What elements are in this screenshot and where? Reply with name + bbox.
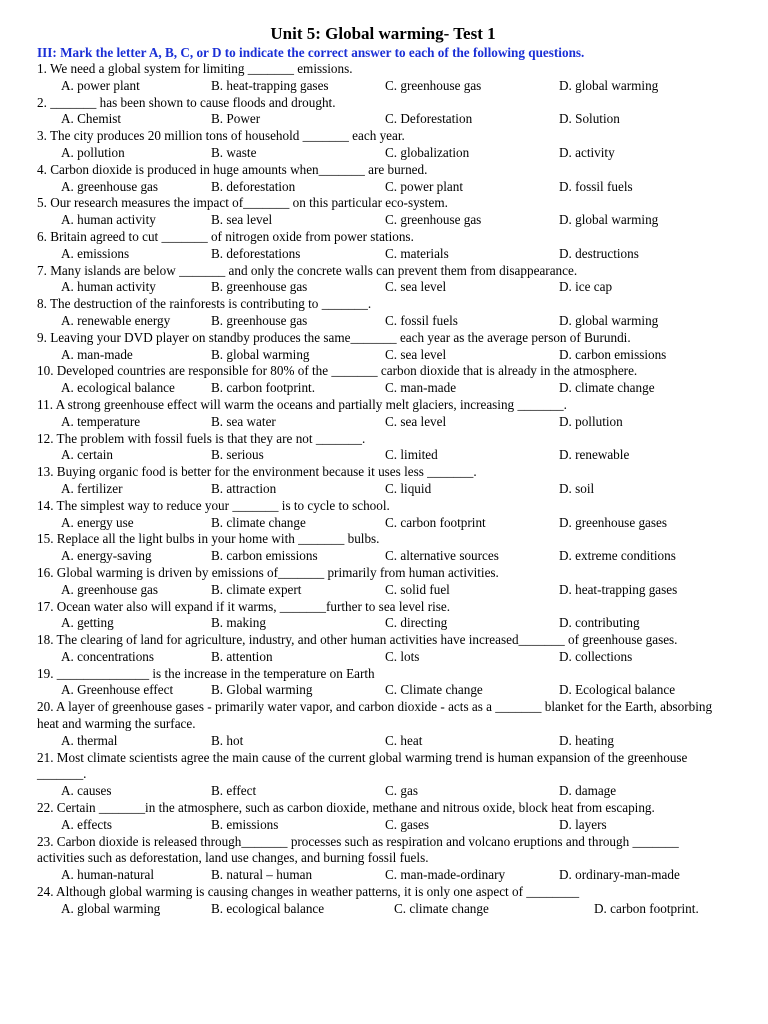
option-c: C. sea level bbox=[385, 413, 447, 429]
answer-options bbox=[37, 313, 729, 330]
option-c: C. climate change bbox=[394, 900, 489, 916]
option-c: C. globalization bbox=[385, 144, 470, 160]
option-b: B. natural – human bbox=[211, 867, 313, 883]
option-a: A. Chemist bbox=[61, 111, 122, 127]
option-b: B. Global warming bbox=[211, 682, 313, 698]
question-item bbox=[37, 884, 729, 918]
option-d: D. renewable bbox=[559, 447, 630, 463]
option-c: C. man-made-ordinary bbox=[385, 867, 506, 883]
answer-options bbox=[37, 447, 729, 464]
answer-options bbox=[37, 347, 729, 364]
question-item bbox=[37, 263, 729, 297]
option-b: B. sea water bbox=[211, 413, 276, 429]
answer-options bbox=[37, 515, 729, 532]
option-c: C. fossil fuels bbox=[385, 312, 458, 328]
answer-options bbox=[37, 615, 729, 632]
option-b: B. emissions bbox=[211, 816, 279, 832]
answer-options bbox=[37, 867, 729, 884]
question-item bbox=[37, 296, 729, 330]
question-text: 5. Our research measures the impact of_______ on this particular eco-system. bbox=[37, 195, 448, 211]
option-c: C. solid fuel bbox=[385, 581, 450, 597]
option-c: C. man-made bbox=[385, 380, 457, 396]
answer-options bbox=[37, 212, 729, 229]
option-d: D. pollution bbox=[559, 413, 623, 429]
option-a: A. fertilizer bbox=[61, 480, 123, 496]
question-item bbox=[37, 128, 729, 162]
question-text: 19. ______________ is the increase in the temperature on Earth bbox=[37, 665, 375, 681]
option-a: A. man-made bbox=[61, 346, 133, 362]
question-item bbox=[37, 531, 729, 565]
question-item bbox=[37, 431, 729, 465]
option-a: A. energy-saving bbox=[61, 548, 152, 564]
option-a: A. human activity bbox=[61, 279, 156, 295]
option-a: A. certain bbox=[61, 447, 113, 463]
question-text: 24. Although global warming is causing changes in weather patterns, it is only one aspect of ________ bbox=[37, 884, 580, 900]
question-item bbox=[37, 834, 729, 884]
answer-options bbox=[37, 901, 729, 918]
question-item bbox=[37, 599, 729, 633]
option-a: A. causes bbox=[61, 783, 112, 799]
question-item bbox=[37, 498, 729, 532]
question-text: 6. Britain agreed to cut _______ of nitrogen oxide from power stations. bbox=[37, 228, 414, 244]
option-a: A. greenhouse gas bbox=[61, 581, 159, 597]
option-a: A. effects bbox=[61, 816, 113, 832]
question-item bbox=[37, 565, 729, 599]
option-a: A. Greenhouse effect bbox=[61, 682, 174, 698]
option-d: D. global warming bbox=[559, 312, 659, 328]
question-item bbox=[37, 195, 729, 229]
option-b: B. deforestations bbox=[211, 245, 301, 261]
question-text: 20. A layer of greenhouse gases - primarily water vapor, and carbon dioxide - acts as a _______ blanket for the Earth, absorbing heat and warming the surface. bbox=[37, 699, 713, 732]
option-b: B. climate change bbox=[211, 514, 306, 530]
page-title: Unit 5: Global warming- Test 1 bbox=[270, 24, 496, 43]
option-c: C. heat bbox=[385, 732, 423, 748]
answer-options bbox=[37, 246, 729, 263]
option-d: D. destructions bbox=[559, 245, 639, 261]
option-a: A. temperature bbox=[61, 413, 141, 429]
option-b: B. global warming bbox=[211, 346, 310, 362]
answer-options bbox=[37, 111, 729, 128]
option-d: D. contributing bbox=[559, 615, 640, 631]
question-text: 16. Global warming is driven by emissions of_______ primarily from human activities. bbox=[37, 564, 499, 580]
option-a: A. renewable energy bbox=[61, 312, 171, 328]
answer-options bbox=[37, 279, 729, 296]
option-d: D. climate change bbox=[559, 380, 655, 396]
option-b: B. carbon emissions bbox=[211, 548, 318, 564]
option-c: C. Climate change bbox=[385, 682, 483, 698]
option-b: B. waste bbox=[211, 144, 257, 160]
option-b: B. attention bbox=[211, 648, 273, 664]
question-item bbox=[37, 61, 729, 95]
option-c: C. sea level bbox=[385, 279, 447, 295]
option-a: A. human activity bbox=[61, 212, 156, 228]
option-c: C. Deforestation bbox=[385, 111, 473, 127]
option-b: B. greenhouse gas bbox=[211, 279, 308, 295]
question-text: 12. The problem with fossil fuels is that they are not _______. bbox=[37, 430, 366, 446]
answer-options bbox=[37, 145, 729, 162]
option-c: C. limited bbox=[385, 447, 438, 463]
option-d: D. soil bbox=[559, 480, 595, 496]
option-a: A. emissions bbox=[61, 245, 130, 261]
option-d: D. Solution bbox=[559, 111, 620, 127]
option-d: D. greenhouse gases bbox=[559, 514, 668, 530]
option-b: B. hot bbox=[211, 732, 244, 748]
answer-options bbox=[37, 582, 729, 599]
option-c: C. materials bbox=[385, 245, 449, 261]
option-d: D. fossil fuels bbox=[559, 178, 633, 194]
option-c: C. carbon footprint bbox=[385, 514, 486, 530]
option-b: B. greenhouse gas bbox=[211, 312, 308, 328]
option-d: D. collections bbox=[559, 648, 633, 664]
question-text: 4. Carbon dioxide is produced in huge amounts when_______ are burned. bbox=[37, 161, 428, 177]
question-item bbox=[37, 666, 729, 700]
option-d: D. ordinary-man-made bbox=[559, 867, 680, 883]
question-text: 9. Leaving your DVD player on standby produces the same_______ each year as the average person of Burundi. bbox=[37, 329, 631, 345]
answer-options bbox=[37, 682, 729, 699]
answer-options bbox=[37, 380, 729, 397]
option-a: A. pollution bbox=[61, 144, 125, 160]
question-item bbox=[37, 95, 729, 129]
option-b: B. heat-trapping gases bbox=[211, 77, 329, 93]
question-item bbox=[37, 632, 729, 666]
option-d: D. layers bbox=[559, 816, 607, 832]
question-item bbox=[37, 699, 729, 749]
worksheet bbox=[37, 24, 729, 918]
option-b: B. climate expert bbox=[211, 581, 302, 597]
option-c: C. power plant bbox=[385, 178, 464, 194]
option-d: D. carbon emissions bbox=[559, 346, 667, 362]
question-text: 2. _______ has been shown to cause floods and drought. bbox=[37, 94, 336, 110]
option-d: D. heating bbox=[559, 732, 614, 748]
question-text: 18. The clearing of land for agriculture, industry, and other human activities have increased_______ of greenhouse gases. bbox=[37, 632, 678, 648]
question-item bbox=[37, 464, 729, 498]
option-a: A. global warming bbox=[61, 900, 161, 916]
option-d: D. extreme conditions bbox=[559, 548, 676, 564]
question-text: 8. The destruction of the rainforests is contributing to _______. bbox=[37, 296, 372, 312]
answer-options bbox=[37, 414, 729, 431]
option-c: C. sea level bbox=[385, 346, 447, 362]
question-list bbox=[37, 61, 729, 918]
option-c: C. liquid bbox=[385, 480, 432, 496]
question-text: 11. A strong greenhouse effect will warm the oceans and partially melt glaciers, increasing _______. bbox=[37, 396, 567, 412]
question-text: 17. Ocean water also will expand if it warms, _______further to sea level rise. bbox=[37, 598, 451, 614]
option-a: A. human-natural bbox=[61, 867, 155, 883]
option-a: A. ecological balance bbox=[61, 380, 175, 396]
option-d: D. carbon footprint. bbox=[594, 900, 699, 916]
question-text: 3. The city produces 20 million tons of household _______ each year. bbox=[37, 128, 405, 144]
question-text: 22. Certain _______in the atmosphere, such as carbon dioxide, methane and nitrous oxide, block heat from escaping. bbox=[37, 800, 655, 816]
option-b: B. carbon footprint. bbox=[211, 380, 316, 396]
option-d: D. global warming bbox=[559, 212, 659, 228]
option-b: B. making bbox=[211, 615, 266, 631]
option-b: B. effect bbox=[211, 783, 257, 799]
answer-options bbox=[37, 783, 729, 800]
answer-options bbox=[37, 78, 729, 95]
question-item bbox=[37, 363, 729, 397]
answer-options bbox=[37, 179, 729, 196]
question-item bbox=[37, 229, 729, 263]
option-c: C. directing bbox=[385, 615, 448, 631]
option-b: B. Power bbox=[211, 111, 261, 127]
option-a: A. energy use bbox=[61, 514, 134, 530]
option-d: D. ice cap bbox=[559, 279, 613, 295]
option-b: B. serious bbox=[211, 447, 264, 463]
option-a: A. power plant bbox=[61, 77, 140, 93]
option-b: B. sea level bbox=[211, 212, 273, 228]
option-b: B. deforestation bbox=[211, 178, 296, 194]
question-text: 14. The simplest way to reduce your _______ is to cycle to school. bbox=[37, 497, 390, 513]
option-c: C. gases bbox=[385, 816, 429, 832]
question-item bbox=[37, 330, 729, 364]
option-d: D. heat-trapping gases bbox=[559, 581, 678, 597]
question-item bbox=[37, 750, 729, 800]
option-c: C. greenhouse gas bbox=[385, 77, 482, 93]
question-item bbox=[37, 397, 729, 431]
option-c: C. gas bbox=[385, 783, 418, 799]
option-b: B. attraction bbox=[211, 480, 277, 496]
question-text: 15. Replace all the light bulbs in your home with _______ bulbs. bbox=[37, 531, 380, 547]
instruction: III: Mark the letter A, B, C, or D to indicate the correct answer to each of the following questions. bbox=[37, 45, 585, 60]
question-item bbox=[37, 800, 729, 834]
answer-options bbox=[37, 733, 729, 750]
option-d: D. damage bbox=[559, 783, 617, 799]
answer-options bbox=[37, 817, 729, 834]
option-d: D. activity bbox=[559, 144, 615, 160]
option-d: D. global warming bbox=[559, 77, 659, 93]
question-text: 13. Buying organic food is better for the environment because it uses less _______. bbox=[37, 464, 477, 480]
question-text: 1. We need a global system for limiting _______ emissions. bbox=[37, 61, 353, 76]
question-text: 23. Carbon dioxide is released through_______ processes such as respiration and volcano eruptions and through _______ activities such as deforestation, land use changes, and burning fossil fuels. bbox=[37, 833, 679, 866]
option-b: B. ecological balance bbox=[211, 900, 325, 916]
question-text: 10. Developed countries are responsible for 80% of the _______ carbon dioxide that is already in the atmosphere. bbox=[37, 363, 638, 379]
answer-options bbox=[37, 548, 729, 565]
question-item bbox=[37, 162, 729, 196]
answer-options bbox=[37, 649, 729, 666]
option-d: D. Ecological balance bbox=[559, 682, 676, 698]
option-c: C. greenhouse gas bbox=[385, 212, 482, 228]
answer-options bbox=[37, 481, 729, 498]
question-text: 7. Many islands are below _______ and only the concrete walls can prevent them from disappearance. bbox=[37, 262, 578, 278]
option-a: A. greenhouse gas bbox=[61, 178, 159, 194]
question-text: 21. Most climate scientists agree the main cause of the current global warming trend is human expansion of the greenhouse _______. bbox=[37, 749, 688, 782]
option-a: A. thermal bbox=[61, 732, 118, 748]
option-a: A. getting bbox=[61, 615, 114, 631]
option-c: C. alternative sources bbox=[385, 548, 499, 564]
option-c: C. lots bbox=[385, 648, 420, 664]
option-a: A. concentrations bbox=[61, 648, 155, 664]
